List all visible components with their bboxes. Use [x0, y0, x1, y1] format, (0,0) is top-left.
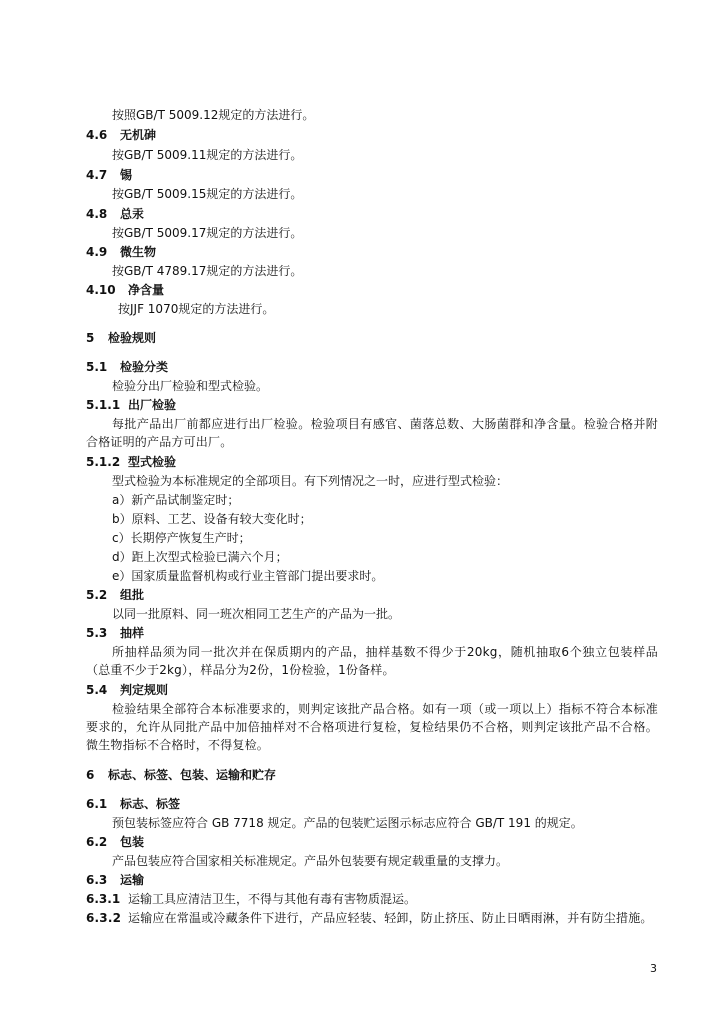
clause-text: 运输应在常温或冷藏条件下进行，产品应轻装、轻卸，防止挤压、防止日晒雨淋，并有防尘措施。	[128, 911, 653, 925]
heading-5-1-2	[86, 453, 658, 471]
text-line: 检验分出厂检验和型式检验。	[112, 379, 269, 393]
heading-5-4	[86, 681, 658, 699]
section-number: 6	[86, 768, 95, 782]
paragraph: 每批产品出厂前都应进行出厂检验。检验项目有感官、菌落总数、大肠菌群和净含量。检验合格并附合格证明的产品方可出厂。	[86, 417, 658, 449]
list-item: c）长期停产恢复生产时；	[112, 531, 251, 545]
heading-title: 微生物	[120, 245, 157, 259]
heading-6-3	[86, 871, 658, 889]
section-number: 5	[86, 331, 95, 345]
paragraph: 检验结果全部符合本标准要求的，则判定该批产品合格。如有一项（或一项以上）指标不符合本标准要求的，允许从同批产品中加倍抽样对不合格项进行复检，复检结果仍不合格，则判定该批产品不合格。微生物指标不合格时，不得复检。	[86, 702, 658, 752]
heading-title: 运输	[120, 873, 145, 887]
heading-5-2	[86, 586, 658, 604]
section-5	[86, 329, 658, 347]
text-line: 按JJF 1070规定的方法进行。	[118, 302, 275, 316]
clause-number: 6.3.1	[86, 892, 121, 906]
heading-number: 6.3	[86, 873, 108, 887]
heading-title: 无机砷	[120, 128, 157, 142]
heading-number: 5.2	[86, 588, 108, 602]
heading-title: 总汞	[120, 207, 145, 221]
heading-5-1	[86, 358, 658, 376]
heading-4-6	[86, 126, 658, 144]
heading-title: 标志、标签	[120, 797, 181, 811]
heading-title: 包装	[120, 835, 145, 849]
clause-number: 6.3.2	[86, 911, 122, 925]
heading-6-1	[86, 795, 658, 813]
heading-number: 6.1	[86, 797, 108, 811]
text-line: 按照GB/T 5009.12规定的方法进行。	[112, 108, 315, 122]
heading-4-10	[86, 281, 658, 299]
heading-number: 5.1.2	[86, 455, 121, 469]
clause-text: 运输工具应清洁卫生，不得与其他有毒有害物质混运。	[128, 892, 417, 906]
heading-title: 净含量	[128, 283, 165, 297]
clause-6-3-2	[86, 909, 658, 927]
paragraph: 所抽样品须为同一批次并在保质期内的产品，抽样基数不得少于20kg，随机抽取6个独立包装样品（总重不少于2kg），样品分为2份，1份检验，1份备样。	[86, 645, 658, 677]
text-line: 预包装标签应符合 GB 7718 规定。产品的包装贮运图示标志应符合 GB/T 191 的规定。	[112, 816, 583, 830]
heading-number: 4.9	[86, 245, 108, 259]
list-item: e）国家质量监督机构或行业主管部门提出要求时。	[112, 569, 384, 583]
heading-number: 4.7	[86, 168, 108, 182]
heading-title: 抽样	[120, 626, 145, 640]
text-line: 以同一批原料、同一班次相同工艺生产的产品为一批。	[112, 607, 401, 621]
heading-5-3	[86, 624, 658, 642]
text-line: 按GB/T 5009.15规定的方法进行。	[112, 187, 303, 201]
clause-6-3-1	[86, 890, 658, 908]
text-line: 产品包装应符合国家相关标准规定。产品外包装要有规定载重量的支撑力。	[112, 854, 509, 868]
heading-4-9	[86, 243, 658, 261]
text-line: 按GB/T 5009.11规定的方法进行。	[112, 148, 303, 162]
heading-title: 检验分类	[120, 360, 169, 374]
list-item: b）原料、工艺、设备有较大变化时；	[112, 512, 312, 526]
heading-number: 4.8	[86, 207, 108, 221]
text-line: 按GB/T 4789.17规定的方法进行。	[112, 264, 303, 278]
heading-4-7	[86, 166, 658, 184]
heading-number: 5.1.1	[86, 398, 121, 412]
heading-title: 组批	[120, 588, 145, 602]
page-number: 3	[650, 962, 657, 975]
heading-number: 5.3	[86, 626, 108, 640]
heading-6-2	[86, 833, 658, 851]
text-line: 型式检验为本标准规定的全部项目。有下列情况之一时，应进行型式检验：	[112, 474, 509, 488]
heading-number: 5.4	[86, 683, 108, 697]
heading-title: 判定规则	[120, 683, 169, 697]
heading-4-8	[86, 205, 658, 223]
heading-number: 5.1	[86, 360, 108, 374]
text-line: 按GB/T 5009.17规定的方法进行。	[112, 226, 303, 240]
heading-5-1-1	[86, 396, 658, 414]
heading-title: 型式检验	[128, 455, 177, 469]
list-item: a）新产品试制鉴定时；	[112, 493, 240, 507]
section-title: 标志、标签、包装、运输和贮存	[108, 768, 277, 782]
heading-number: 4.6	[86, 128, 108, 142]
list-item: d）距上次型式检验已满六个月；	[112, 550, 288, 564]
section-title: 检验规则	[108, 331, 157, 345]
heading-title: 出厂检验	[128, 398, 177, 412]
heading-title: 锡	[120, 168, 133, 182]
heading-number: 4.10	[86, 283, 116, 297]
section-6	[86, 766, 658, 784]
heading-number: 6.2	[86, 835, 108, 849]
